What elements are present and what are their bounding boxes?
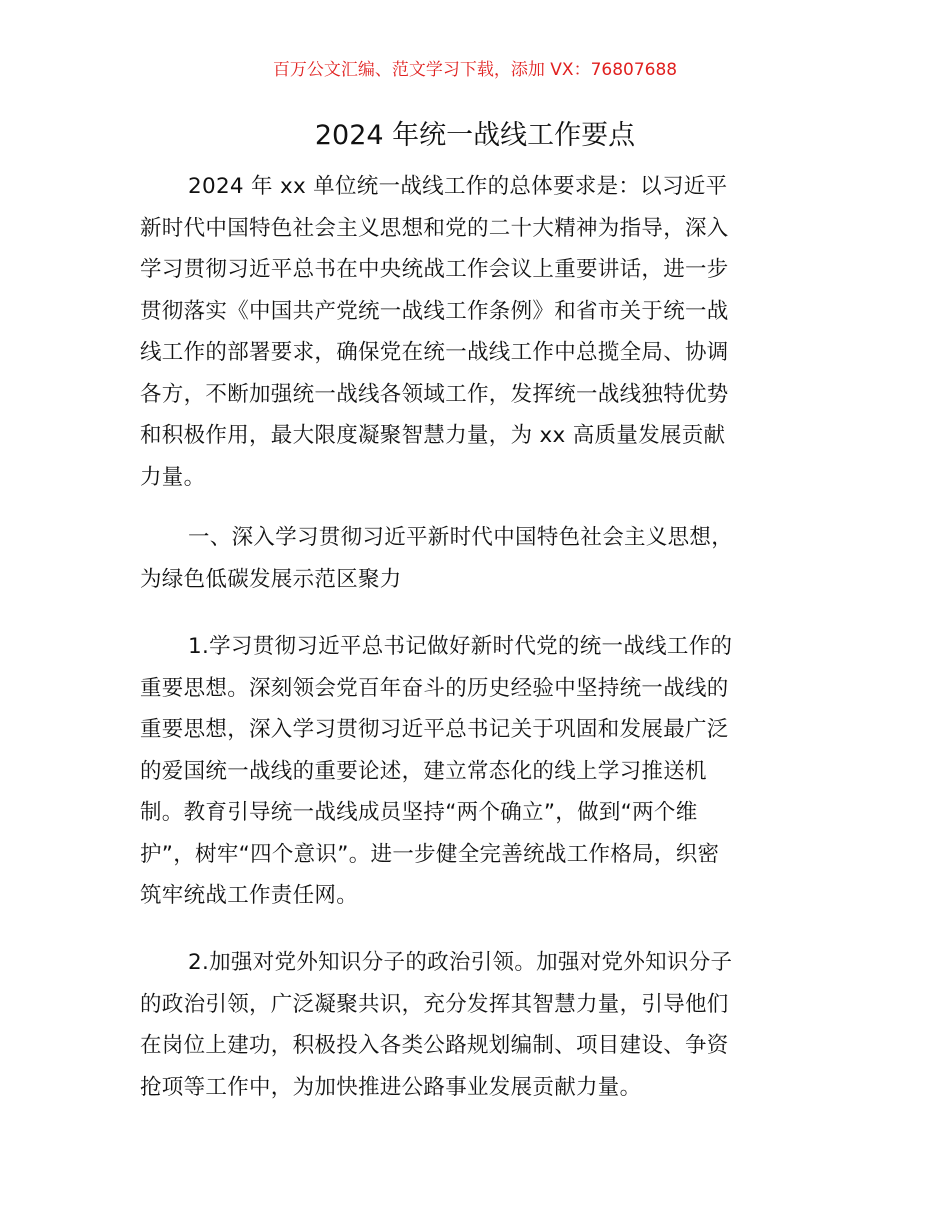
intro-line: 2024 年 xx 单位统一战线工作的总体要求是：以习近平 (188, 174, 728, 199)
intro-line: 学习贯彻习近平总书在中央统战工作会议上重要讲话，进一步 (140, 257, 729, 282)
intro-line: 力量。 (140, 464, 206, 490)
intro-line: 贯彻落实《中国共产党统一战线工作条例》和省市关于统一战 (140, 298, 729, 324)
heading-line: 为绿色低碳发展示范区聚力 (140, 566, 402, 592)
document-title: 2024 年统一战线工作要点 (314, 120, 636, 151)
intro-line: 新时代中国特色社会主义思想和党的二十大精神为指导，深入 (140, 215, 729, 241)
item-line: 1.学习贯彻习近平总书记做好新时代党的统一战线工作的 (188, 634, 733, 659)
intro-line: 各方，不断加强统一战线各领域工作，发挥统一战线独特优势 (140, 381, 729, 407)
item-line: 重要思想，深入学习贯彻习近平总书记关于巩固和发展最广泛 (140, 717, 729, 742)
item-line: 2.加强对党外知识分子的政治引领。加强对党外知识分子 (188, 950, 733, 975)
item-line: 重要思想。深刻领会党百年奋斗的历史经验中坚持统一战线的 (140, 675, 729, 701)
item-line: 在岗位上建功，积极投入各类公路规划编制、项目建设、争资 (140, 1033, 729, 1058)
item-line: 抢项等工作中，为加快推进公路事业发展贡献力量。 (140, 1074, 642, 1100)
heading-line: 一、深入学习贯彻习近平新时代中国特色社会主义思想， (188, 525, 734, 550)
intro-line: 线工作的部署要求，确保党在统一战线工作中总揽全局、协调 (140, 340, 729, 365)
item-2-paragraph (140, 942, 812, 1108)
item-line: 的爱国统一战线的重要论述，建立常态化的线上学习推送机 (140, 758, 707, 784)
item-line: 筑牢统战工作责任网。 (140, 883, 359, 908)
item-line: 的政治引领，广泛凝聚共识，充分发挥其智慧力量，引导他们 (140, 991, 729, 1017)
intro-paragraph (140, 166, 812, 498)
item-1-paragraph (140, 626, 812, 917)
intro-line: 和积极作用，最大限度凝聚智慧力量，为 xx 高质量发展贡献 (140, 423, 726, 448)
item-line: 护”，树牢“四个意识”。进一步健全完善统战工作格局，织密 (140, 841, 720, 867)
item-line: 制。教育引导统一战线成员坚持“两个确立”，做到“两个维 (140, 800, 698, 825)
section-heading-1 (140, 517, 812, 600)
watermark-banner: 百万公文汇编、范文学习下载，添加 VX：76807688 (272, 60, 678, 80)
